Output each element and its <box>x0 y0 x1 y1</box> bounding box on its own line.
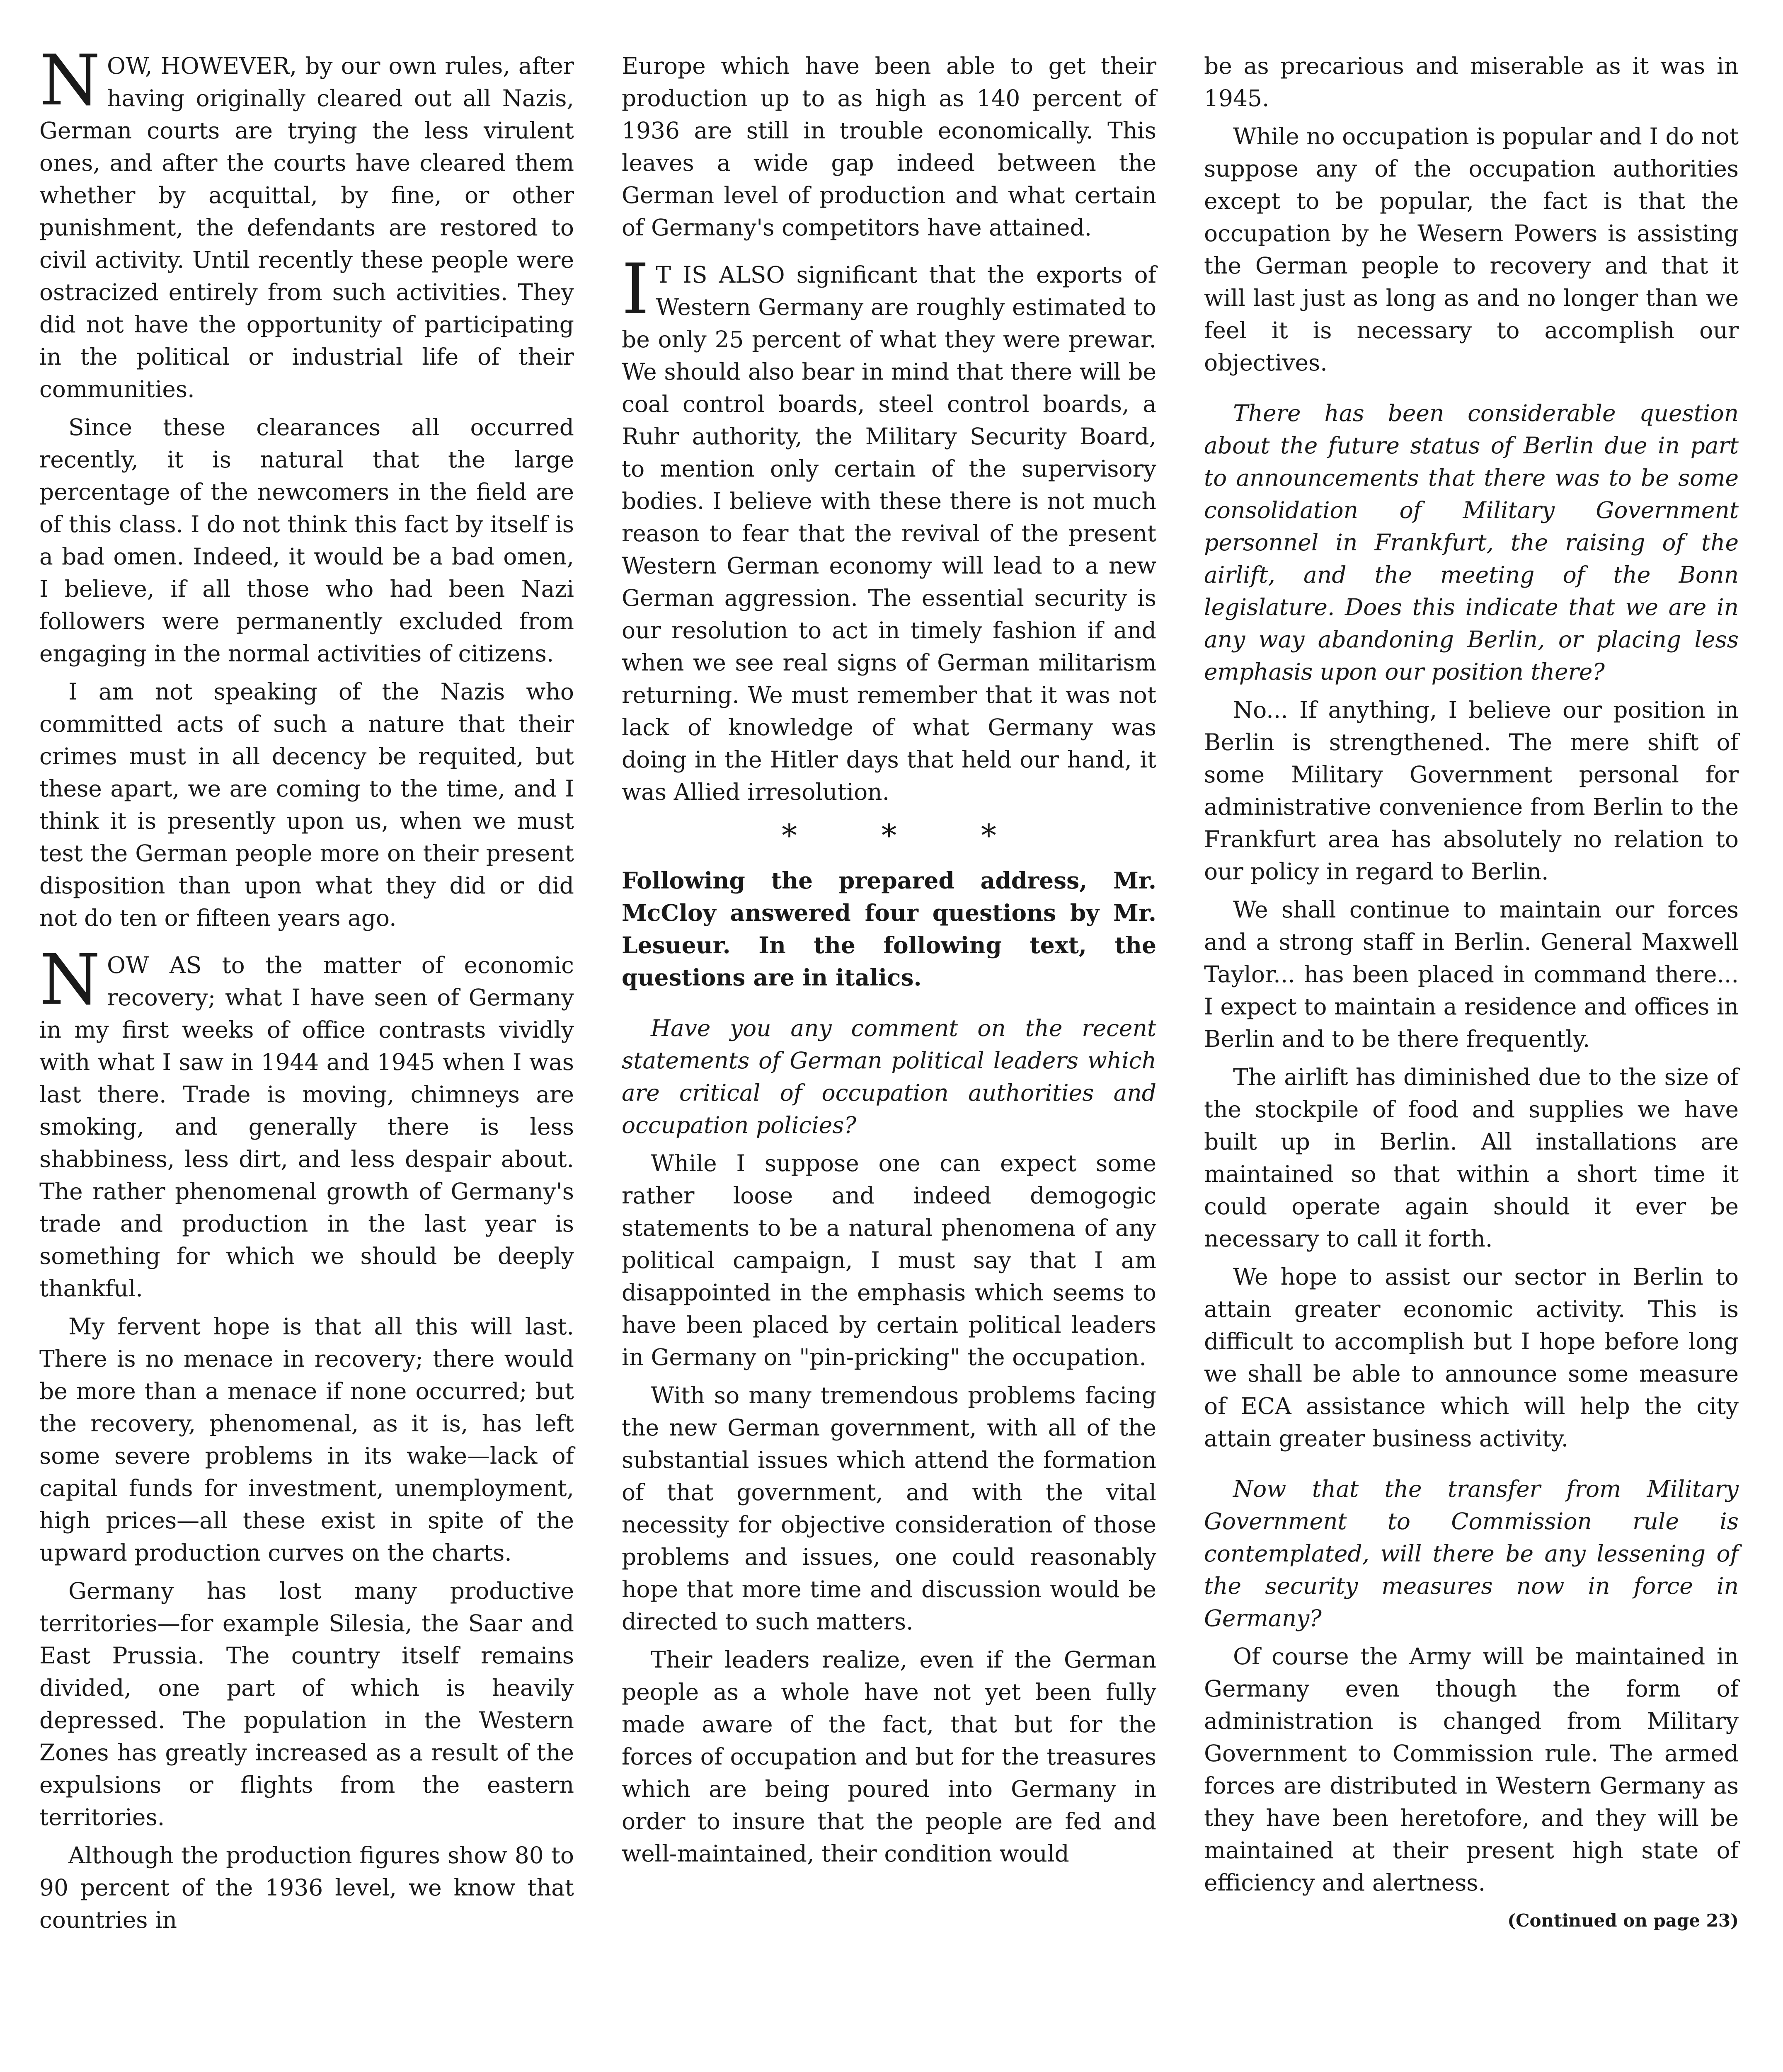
column-1 <box>39 40 574 1942</box>
paragraph: Since these clearances all occurred recently, it is natural that the large percentage of the newcomers in the field are of this class. I do not think this fact by itself is a bad omen. Indeed, it would be a bad omen, I believe, if all those who had been Nazi followers were permanently excluded from engaging in the normal activities of citizens. <box>39 414 574 667</box>
paragraph: Their leaders realize, even if the German people as a whole have not yet been fully made aware of the fact, that but for the forces of occupation and but for the treasures which are being poured into Germany in order to insure that the people are fed and well-maintained, their condition would <box>622 1646 1156 1867</box>
paragraph: We hope to assist our sector in Berlin to attain greater economic activity. This is difficult to accomplish but I hope before long we shall be able to announce some measure of ECA assistance which will help the city attain greater business activity. <box>1204 1264 1739 1452</box>
editor-note: Following the prepared address, Mr. McCloy answered four questions by Mr. Lesueur. In the following text, the questions are in italics. <box>622 867 1156 991</box>
paragraph: While I suppose one can expect some rather loose and indeed demogogic statements to be a natural phenomena of any political campaign, I must say that I am disappointed in the emphasis which seems to have been placed by certain political leaders in Germany on "pin-pricking" the occupation. <box>622 1150 1156 1370</box>
paragraph-text: OW AS to the matter of economic recovery; what I have seen of Germany in my first weeks of office contrasts vividly with what I saw in 1944 and 1945 when I was last there. Trade is moving, chimneys are smoking, and generally there is less shabbiness, less dirt, and less despair about. The rather phenomenal growth of Germany's trade and production in the last year is something for which we should be deeply thankful. <box>39 952 574 1302</box>
paragraph: While no occupation is popular and I do not suppose any of the occupation authorities except to be popular, the fact is that the occupation by he Wesern Powers is assisting the German people to recovery and that it will last just as long as and no longer than we feel it is necessary to accomplish our objectives. <box>1204 123 1739 376</box>
paragraph: The airlift has diminished due to the size of the stockpile of food and supplies we have built up in Berlin. All installations are maintained so that within a short time it could operate again should it ever be necessary to call it forth. <box>1204 1064 1739 1252</box>
paragraph <box>39 40 574 405</box>
paragraph-text: OW, HOWEVER, by our own rules, after having originally cleared out all Nazis, German courts are trying the less virulent ones, and after the courts have cleared them whether by acquittal, by fine, or other punishment, the defendants are restored to civil activity. Until recently these people were ostracized entirely from such activities. They did not have the opportunity of participating in the political or industrial life of their communities. <box>39 53 574 402</box>
question: Have you any comment on the recent statements of German political leaders which are critical of occupation authorities and occupation policies? <box>622 1015 1156 1138</box>
paragraph: Of course the Army will be maintained in Germany even though the form of administration is changed from Military Government to Commission rule. The armed forces are distributed in Western Germany as they have been heretofore, and they will be maintained at their present high state of efficiency and alertness. <box>1204 1643 1739 1896</box>
paragraph <box>622 249 1156 808</box>
paragraph: Europe which have been able to get their production up to as high as 140 percent of 1936 are still in trouble economically. This leaves a wide gap indeed between the German level of production and what certain of Germany's competitors have attained. <box>622 53 1156 241</box>
paragraph: Germany has lost many productive territories—for example Silesia, the Saar and East Prussia. The country itself remains divided, one part of which is heavily depressed. The population in the Western Zones has greatly increased as a result of the expulsions or flights from the eastern territories. <box>39 1578 574 1830</box>
paragraph: I am not speaking of the Nazis who committed acts of such a nature that their crimes must in all decency be requited, but these apart, we are coming to the time, and I think it is presently upon us, when we must test the German people more on their present disposition than upon what they did or did not do ten or fifteen years ago. <box>39 678 574 931</box>
continued-note: (Continued on page 23) <box>1507 1910 1739 1931</box>
paragraph: With so many tremendous problems facing the new German government, with all of the substantial issues which attend the formation of that government, and with the vital necessity for objective consideration of those problems and issues, one could reasonably hope that more time and discussion would be directed to such matters. <box>622 1382 1156 1635</box>
drop-cap: N <box>39 40 100 121</box>
paragraph: My fervent hope is that all this will last. There is no menace in recovery; there would be more than a menace if none occurred; but the recovery, phenomenal, as it is, has left some severe problems in its wake—lack of capital funds for investment, unemployment, high prices—all these exist in spite of the upward production curves on the charts. <box>39 1313 574 1566</box>
drop-cap: I <box>622 249 649 330</box>
column-2 <box>622 50 1156 1876</box>
paragraph: Although the production figures show 80 to 90 percent of the 1936 level, we know that countries in <box>39 1842 574 1933</box>
paragraph: No... If anything, I believe our position in Berlin is strengthened. The mere shift of some Military Government personal for administrative convenience from Berlin to the Frankfurt area has absolutely no relation to our policy in regard to Berlin. <box>1204 697 1739 885</box>
section-divider: * * * <box>781 818 1034 854</box>
question: Now that the transfer from Military Government to Commission rule is contemplated, will there be any lessening of the security measures now in force in Germany? <box>1204 1476 1739 1631</box>
paragraph <box>39 939 574 1305</box>
paragraph: be as precarious and miserable as it was in 1945. <box>1204 53 1739 111</box>
paragraph-text: T IS ALSO significant that the exports of Western Germany are roughly estimated to be only 25 percent of what they were prewar. We should also bear in mind that there will be coal control boards, steel control boards, a Ruhr authority, the Military Security Board, to mention only certain of the supervisory bodies. I believe with these there is not much reason to fear that the revival of the present Western German economy will lead to a new German aggression. The essential security is our resolution to act in timely fashion if and when we see real signs of German militarism returning. We must remember that it was not lack of knowledge of what Germany was doing in the Hitler days that held our hand, it was Allied irresolution. <box>622 261 1156 805</box>
question: There has been considerable question about the future status of Berlin due in part to announcements that there was to be some consolidation of Military Government personnel in Frankfurt, the raising of the airlift, and the meeting of the Bonn legislature. Does this indicate that we are in any way abandoning Berlin, or placing less emphasis upon our position there? <box>1204 400 1739 685</box>
column-3 <box>1204 50 1739 1937</box>
paragraph: We shall continue to maintain our forces and a strong staff in Berlin. General Maxwell Taylor... has been placed in command there... I expect to maintain a residence and offices in Berlin and to be there frequently. <box>1204 896 1739 1052</box>
drop-cap: N <box>39 939 100 1020</box>
